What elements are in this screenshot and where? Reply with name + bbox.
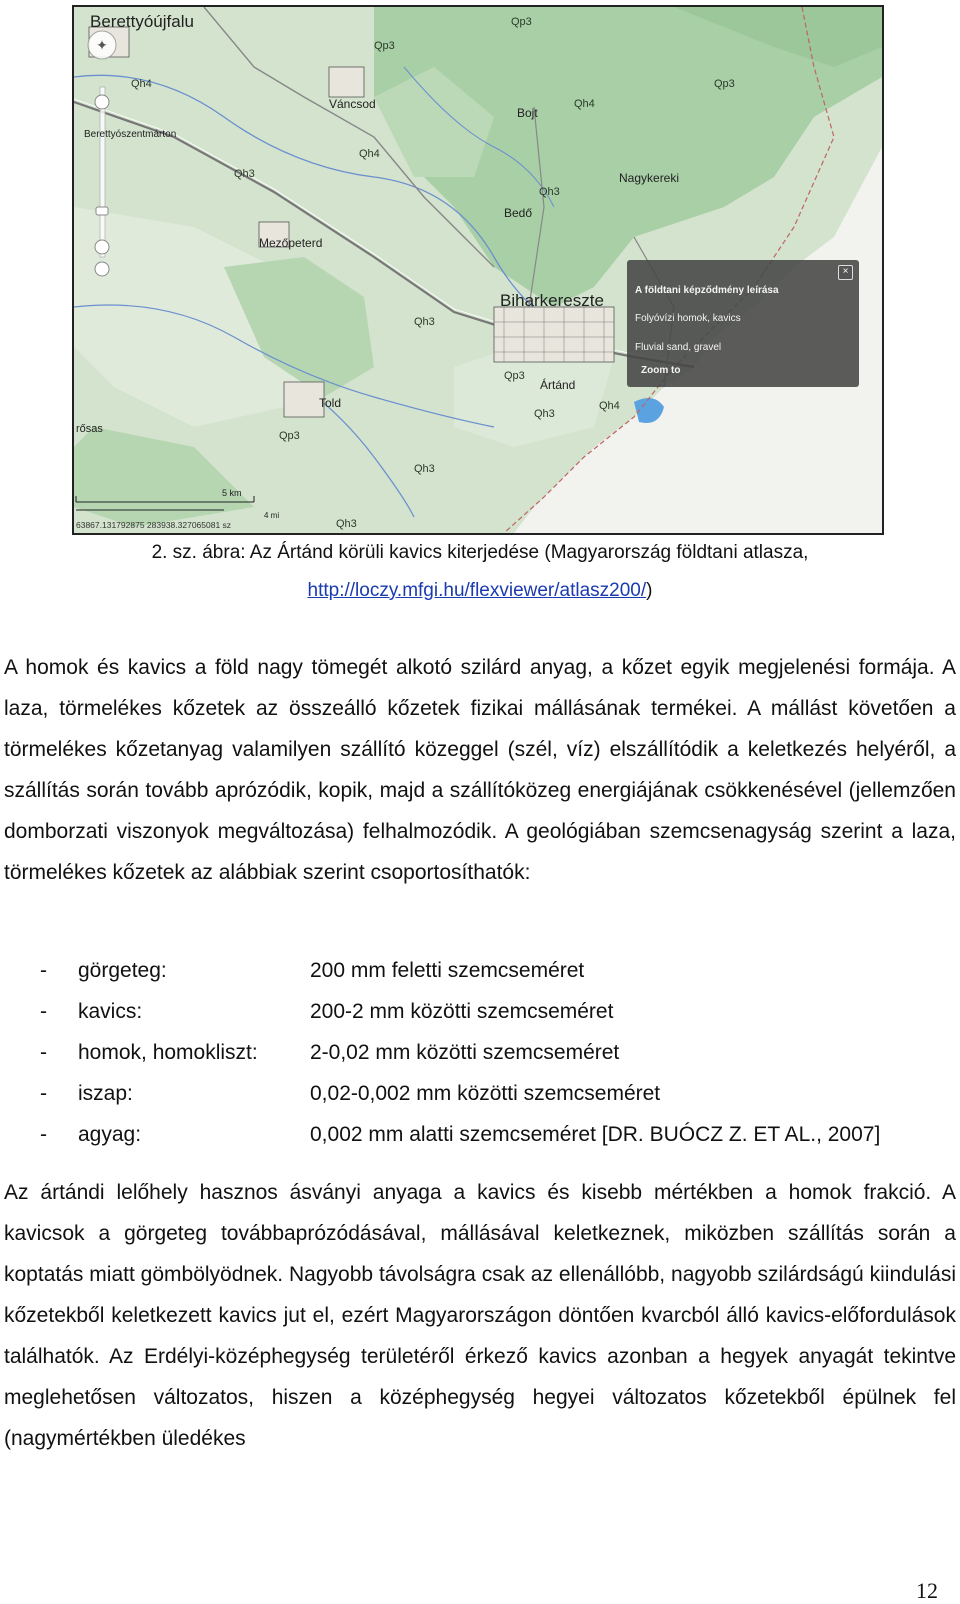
geo-code-qh4: Qh4 bbox=[574, 98, 595, 110]
scale-mi-label: 4 mi bbox=[264, 511, 280, 520]
atlas-link[interactable]: http://loczy.mfgi.hu/flexviewer/atlasz200/ bbox=[307, 580, 647, 601]
label-berettyoszentmarton: Berettyószentmárton bbox=[84, 129, 177, 140]
scale-km-label: 5 km bbox=[222, 488, 242, 498]
list-item bbox=[0, 1114, 960, 1155]
list-term: homok, homokliszt: bbox=[78, 1041, 258, 1064]
geo-code-qh3: Qh3 bbox=[414, 316, 435, 328]
label-berettyoujfalu: Berettyóújfalu bbox=[90, 12, 194, 31]
list-term: agyag: bbox=[78, 1123, 142, 1146]
geo-code-qh3: Qh3 bbox=[336, 518, 357, 530]
list-dash: - bbox=[40, 1082, 47, 1105]
label-bedo: Bedő bbox=[504, 206, 533, 220]
label-korosas: rősas bbox=[76, 423, 103, 435]
list-term: iszap: bbox=[78, 1082, 133, 1105]
geo-code-qh3: Qh3 bbox=[414, 463, 435, 475]
figure-caption bbox=[0, 534, 960, 572]
label-vancsod: Váncsod bbox=[329, 97, 376, 111]
geo-code-qp3: Qp3 bbox=[511, 16, 532, 28]
grain-size-list bbox=[0, 950, 960, 1155]
paragraph-artand-gravel: Az ártándi lelőhely hasznos ásványi anyaga a kavics és kisebb mértékben a homok frakció. A kavicsok a görgeteg továbbaprózódásával, mállásával keletkeznek, miközben szállítás során a koptatás miatt gömbölyödnek. Nagyobb távolságra csak az ellenállóbb, nagyobb szilárdságú kiindulási kőzetekből keletkezett kavics jut el, ezért Magyarországon döntően kvarcból álló kavics-előfordulások találhatók. Az Erdélyi-középhegység területéről érkező kavics azonban a hegyek anyagát tekintve meglehetősen változatos, hiszen a középhegység hegyei változatos kőzetekből épülnek fel (nagymértékben üledékes bbox=[4, 1181, 956, 1450]
list-dash: - bbox=[40, 959, 47, 982]
geo-code-qp3: Qp3 bbox=[504, 370, 525, 382]
list-definition: 200-2 mm közötti szemcseméret bbox=[310, 1000, 614, 1023]
list-item bbox=[0, 1032, 960, 1073]
list-item bbox=[0, 991, 960, 1032]
geologic-map[interactable] bbox=[72, 5, 884, 535]
caption-close-paren: ) bbox=[646, 580, 653, 601]
geo-code-qp3: Qp3 bbox=[714, 78, 735, 90]
geo-code-qh3: Qh3 bbox=[539, 186, 560, 198]
geo-code-qh4: Qh4 bbox=[599, 400, 620, 412]
paragraph-sediment-description: A homok és kavics a föld nagy tömegét alkotó szilárd anyag, a kőzet egyik megjelenési formája. A laza, törmelékes kőzetek az összeálló kőzetek fizikai mállásának termékei. A mállást követően a törmelékes kőzetanyag valamilyen szállító közeggel (szél, víz) elszállítódik a keletkezés helyéről, a szállítás során tovább aprózódik, kopik, majd a szállítóközeg energiájának csökkenésével (jellemzően domborzati viszonyok megváltozása) felhalmozódik. A geológiában szemcsenagyság szerint a laza, törmelékes kőzetek az alábbiak szerint csoportosíthatók: bbox=[4, 656, 956, 884]
geo-code-qh4: Qh4 bbox=[359, 148, 380, 160]
list-dash: - bbox=[40, 1000, 47, 1023]
geo-code-qh3: Qh3 bbox=[534, 408, 555, 420]
label-nagykereki: Nagykereki bbox=[619, 171, 680, 185]
popup-title: A földtani képződmény leírása bbox=[635, 285, 779, 296]
figure-caption-source bbox=[0, 572, 960, 610]
list-term: kavics: bbox=[78, 1000, 143, 1023]
popup-description-en: Fluvial sand, gravel bbox=[635, 342, 722, 353]
label-biharkereszte: Biharkereszte bbox=[500, 291, 604, 310]
list-definition: 0,002 mm alatti szemcseméret [DR. BUÓCZ Z. ET AL., 2007] bbox=[310, 1123, 881, 1146]
svg-text:✦: ✦ bbox=[96, 37, 108, 53]
close-icon[interactable]: × bbox=[838, 265, 853, 280]
list-definition: 2-0,02 mm közötti szemcseméret bbox=[310, 1041, 620, 1064]
label-bojt: Bojt bbox=[517, 106, 538, 120]
label-artand: Ártánd bbox=[540, 378, 576, 392]
zoom-to-link[interactable]: Zoom to bbox=[641, 365, 681, 376]
figure-caption-line1: 2. sz. ábra: Az Ártánd körüli kavics kiterjedése (Magyarország földtani atlasza, bbox=[151, 542, 809, 563]
popup-description-hu: Folyóvízi homok, kavics bbox=[635, 313, 741, 324]
coordinate-readout: 63867.131792875 283938.327065081 sz bbox=[76, 520, 232, 530]
list-dash: - bbox=[40, 1123, 47, 1146]
page-number: 12 bbox=[916, 1578, 938, 1603]
list-item bbox=[0, 950, 960, 991]
list-item bbox=[0, 1073, 960, 1114]
label-told: Told bbox=[319, 396, 342, 410]
geo-code-qp3: Qp3 bbox=[279, 430, 300, 442]
list-dash: - bbox=[40, 1041, 47, 1064]
list-definition: 0,02-0,002 mm közötti szemcseméret bbox=[310, 1082, 661, 1105]
geo-code-qh4: Qh4 bbox=[131, 78, 152, 90]
geo-code-qp3: Qp3 bbox=[374, 40, 395, 52]
list-definition: 200 mm feletti szemcseméret bbox=[310, 959, 585, 982]
geo-code-qh3: Qh3 bbox=[234, 168, 255, 180]
list-term: görgeteg: bbox=[78, 959, 167, 982]
label-mezopeterd: Mezőpeterd bbox=[259, 236, 323, 250]
feature-info-popup bbox=[627, 260, 859, 387]
